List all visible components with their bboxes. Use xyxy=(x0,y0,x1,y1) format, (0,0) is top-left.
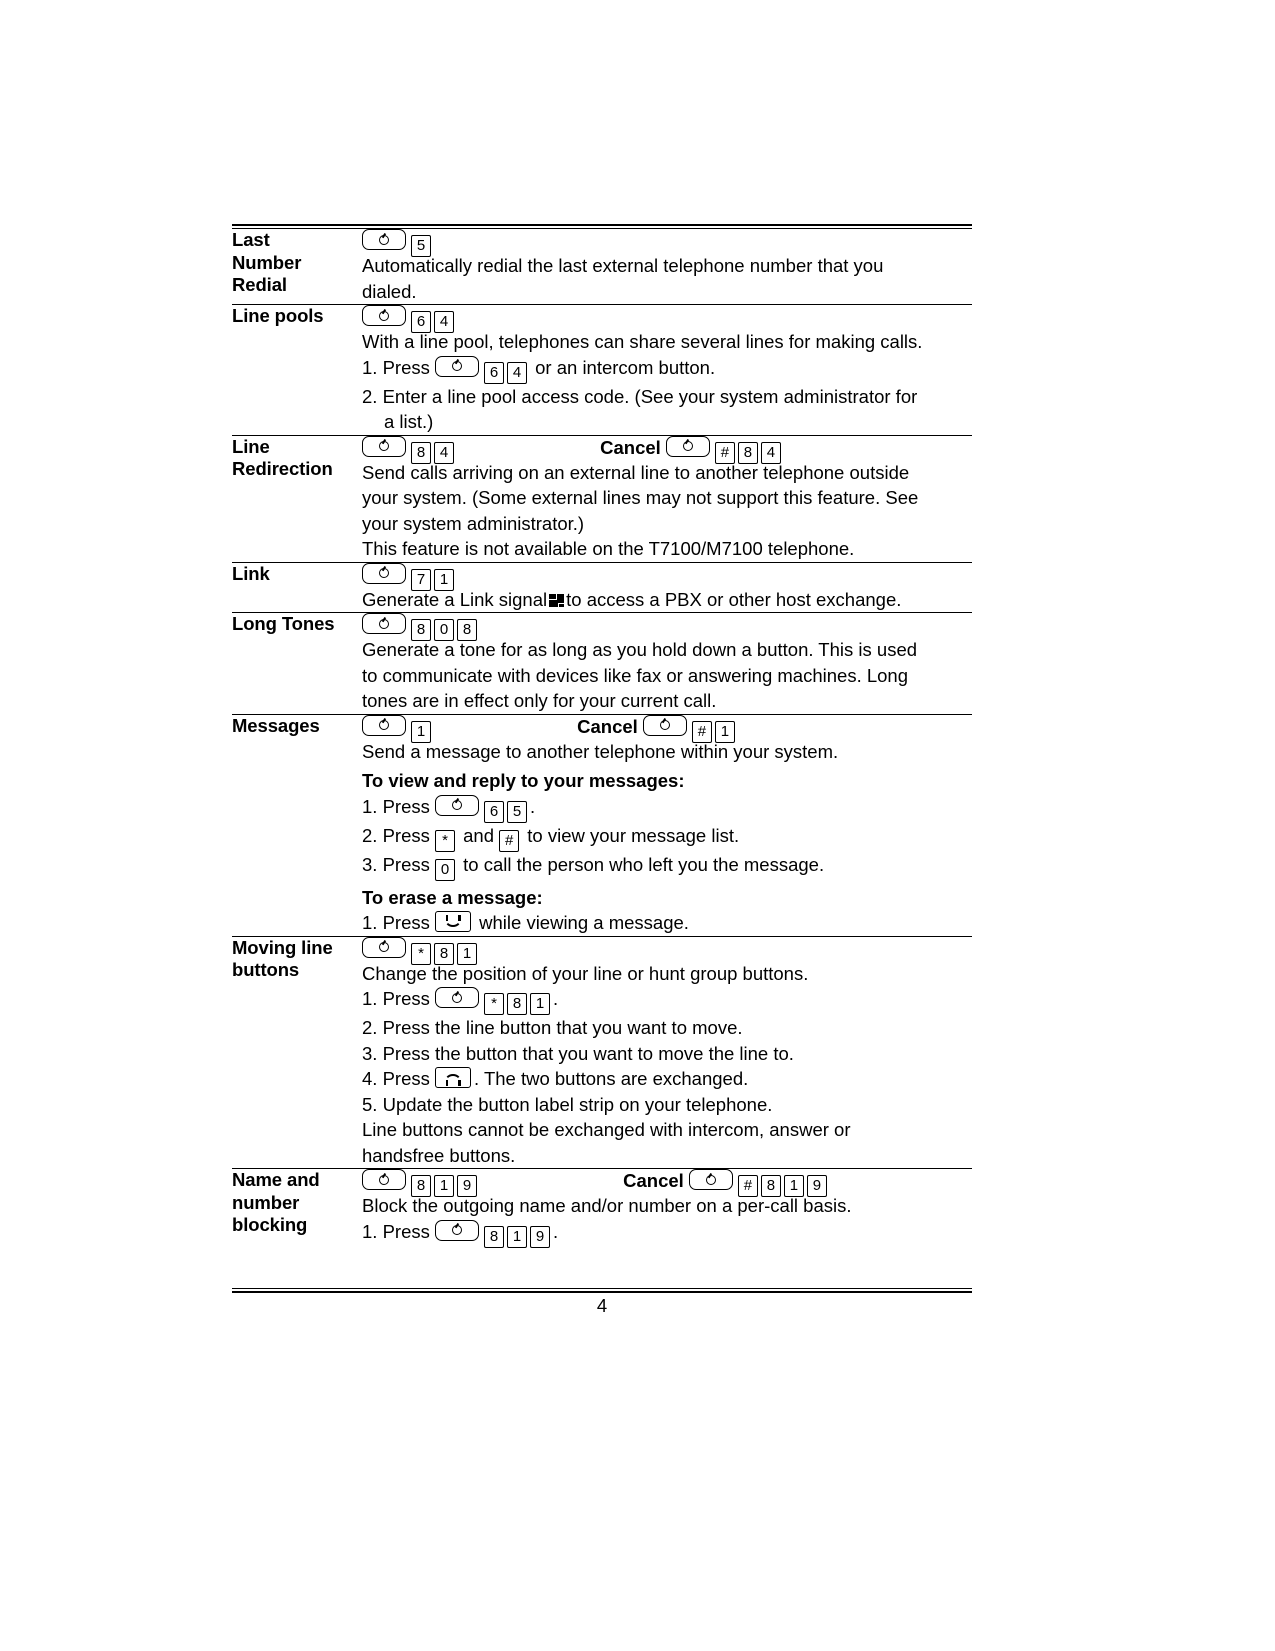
digit-key: 0 xyxy=(434,619,454,641)
feature-body-name-and-number-blocking xyxy=(362,1169,972,1248)
step-number: 3. xyxy=(362,1042,378,1064)
feature-name-line: Line xyxy=(232,435,270,457)
digit-key: 6 xyxy=(484,801,504,823)
step-text-mid: and xyxy=(463,824,495,846)
feature-description-line: Automatically redial the last external telephone number that you xyxy=(362,255,884,276)
step-text-tail: to view your message list. xyxy=(527,824,740,846)
digit-key: 1 xyxy=(784,1175,804,1197)
feature-step xyxy=(362,910,972,936)
digit-key: 8 xyxy=(507,993,527,1015)
digit-key: 5 xyxy=(411,235,431,257)
feature-name-name-and-number-blocking xyxy=(232,1169,362,1248)
feature-name-line: Long Tones xyxy=(232,613,335,634)
key-sequence xyxy=(362,937,972,961)
step-text: 4. Press xyxy=(362,1068,430,1089)
step-text: 2. Press xyxy=(362,824,430,846)
star-key: * xyxy=(411,943,431,965)
feature-name-line: Messages xyxy=(232,714,320,736)
feature-subheading: To view and reply to your messages: xyxy=(362,770,685,791)
feature-name-line: Line pools xyxy=(232,305,324,326)
table-row-long-tones xyxy=(232,613,972,715)
feature-name-line: number xyxy=(232,1191,300,1213)
feature-body-link xyxy=(362,562,972,613)
step-text: 1. Press xyxy=(362,1220,430,1242)
key-sequence xyxy=(362,305,972,329)
feature-description-line: to communicate with devices like fax or answering machines. Long xyxy=(362,664,909,686)
feature-name-line: Link xyxy=(232,562,270,584)
table-row-line-redirection xyxy=(232,435,972,562)
feature-key-icon xyxy=(643,715,687,736)
table-row-moving-line-buttons xyxy=(232,936,972,1169)
feature-name-line: Redirection xyxy=(232,458,333,479)
feature-description-line: tones are in effect only for your current call. xyxy=(362,690,717,711)
feature-key-icon xyxy=(362,937,406,958)
key-sequence xyxy=(362,436,972,460)
digit-key: 1 xyxy=(507,1226,527,1248)
step-text: 1. Press xyxy=(362,795,430,817)
feature-step xyxy=(362,986,972,1015)
digit-key: 1 xyxy=(434,569,454,591)
feature-description-line: handsfree buttons. xyxy=(362,1144,516,1166)
star-key: * xyxy=(484,993,504,1015)
digit-key: 4 xyxy=(434,311,454,333)
feature-description-line: Block the outgoing name and/or number on a per-call basis. xyxy=(362,1195,852,1216)
feature-description-line: Change the position of your line or hunt group buttons. xyxy=(362,962,809,984)
digit-key: 0 xyxy=(435,859,455,881)
cancel-label: Cancel xyxy=(600,436,661,458)
feature-name-line: Last xyxy=(232,229,270,250)
feature-step xyxy=(362,1066,972,1092)
feature-name-line: Name and xyxy=(232,1169,320,1190)
hash-key: # xyxy=(692,721,712,743)
step-text: 1. Press xyxy=(362,356,430,378)
feature-name-line: buttons xyxy=(232,959,300,980)
feature-key-icon xyxy=(362,229,406,250)
release-key-icon xyxy=(435,1067,471,1088)
feature-step xyxy=(362,1092,972,1118)
key-sequence xyxy=(362,1169,972,1193)
digit-key: 8 xyxy=(411,619,431,641)
digit-key: 8 xyxy=(738,442,758,464)
key-sequence xyxy=(362,229,972,253)
key-sequence xyxy=(362,563,972,587)
digit-key: 7 xyxy=(411,569,431,591)
feature-body-line-redirection xyxy=(362,435,972,562)
step-text: 1. Press xyxy=(362,988,430,1009)
feature-key-icon xyxy=(362,305,406,326)
step-text: 1. Press xyxy=(362,912,430,933)
feature-description-line: Generate a tone for as long as you hold down a button. This is used xyxy=(362,639,918,660)
feature-subheading: To erase a message: xyxy=(362,886,543,908)
feature-name-line: Moving line xyxy=(232,936,333,958)
digit-key: 8 xyxy=(434,943,454,965)
table-row-messages xyxy=(232,714,972,936)
page-number: 4 xyxy=(596,1295,608,1316)
feature-name-moving-line-buttons xyxy=(232,936,362,1169)
hash-key: # xyxy=(738,1175,758,1197)
feature-name-line-pools xyxy=(232,305,362,436)
feature-name-last-number-redial xyxy=(232,229,362,305)
step-text-tail: . The two buttons are exchanged. xyxy=(474,1068,749,1089)
step-number: 2. xyxy=(362,385,378,407)
feature-step xyxy=(362,355,972,384)
digit-key: 1 xyxy=(411,721,431,743)
digit-key: 8 xyxy=(761,1175,781,1197)
page-bottom-rule xyxy=(232,1288,972,1293)
step-text: Press the line button that you want to move. xyxy=(382,1017,743,1038)
step-text: 3. Press xyxy=(362,853,430,875)
step-text: Update the button label strip on your telephone. xyxy=(382,1093,773,1115)
feature-step-continuation: a list.) xyxy=(384,411,434,432)
feature-step xyxy=(362,823,972,852)
feature-key-icon xyxy=(435,795,479,816)
key-sequence xyxy=(362,715,972,739)
feature-body-messages xyxy=(362,714,972,936)
feature-step xyxy=(362,852,972,881)
digit-key: 1 xyxy=(715,721,735,743)
feature-description-line: Send a message to another telephone within your system. xyxy=(362,740,839,762)
feature-name-long-tones xyxy=(232,613,362,715)
digit-key: 4 xyxy=(507,362,527,384)
feature-step xyxy=(362,384,972,410)
feature-name-line: Redial xyxy=(232,274,287,295)
feature-name-link xyxy=(232,562,362,613)
feature-name-line: Number xyxy=(232,251,302,273)
feature-step xyxy=(362,1219,972,1248)
step-text-tail: . xyxy=(553,988,559,1009)
digit-key: 9 xyxy=(457,1175,477,1197)
feature-key-icon xyxy=(435,1220,479,1241)
feature-description-line xyxy=(362,587,972,613)
digit-key: 8 xyxy=(411,442,431,464)
digit-key: 1 xyxy=(434,1175,454,1197)
table-row-last-number-redial xyxy=(232,229,972,305)
link-signal-icon xyxy=(549,594,564,607)
feature-body-moving-line-buttons xyxy=(362,936,972,1169)
feature-step xyxy=(362,794,972,823)
feature-description-line: your system administrator.) xyxy=(362,512,585,534)
feature-key-icon xyxy=(689,1169,733,1190)
digit-key: 6 xyxy=(411,311,431,333)
feature-step xyxy=(362,1041,972,1067)
feature-key-icon xyxy=(435,356,479,377)
feature-description-line: your system. (Some external lines may not support this feature. See xyxy=(362,487,919,508)
step-text: Press the button that you want to move the line to. xyxy=(382,1042,794,1064)
feature-name-line-redirection xyxy=(232,435,362,562)
step-number: 2. xyxy=(362,1017,378,1038)
hold-key-icon xyxy=(435,911,471,932)
step-text: Enter a line pool access code. (See your system administrator for xyxy=(382,385,918,407)
digit-key: 6 xyxy=(484,362,504,384)
feature-table-body xyxy=(232,229,972,1248)
feature-description-line: Line buttons cannot be exchanged with intercom, answer or xyxy=(362,1119,851,1140)
cancel-label: Cancel xyxy=(577,715,638,737)
step-text-tail: . xyxy=(530,795,536,817)
feature-key-icon xyxy=(362,613,406,634)
feature-description-line: dialed. xyxy=(362,280,417,302)
step-text-tail: while viewing a message. xyxy=(479,912,689,933)
feature-body-long-tones xyxy=(362,613,972,715)
digit-key: 4 xyxy=(761,442,781,464)
feature-body-last-number-redial xyxy=(362,229,972,305)
digit-key: 8 xyxy=(484,1226,504,1248)
digit-key: 1 xyxy=(530,993,550,1015)
feature-description-line: With a line pool, telephones can share several lines for making calls. xyxy=(362,331,923,352)
feature-key-icon xyxy=(362,715,406,736)
step-text-tail: or an intercom button. xyxy=(535,356,716,378)
feature-key-icon xyxy=(435,987,479,1008)
table-row-link xyxy=(232,562,972,613)
document-page xyxy=(232,0,972,1248)
digit-key: 4 xyxy=(434,442,454,464)
feature-table xyxy=(232,229,972,1248)
table-row-name-and-number-blocking xyxy=(232,1169,972,1248)
digit-key: 1 xyxy=(457,943,477,965)
step-text-tail: . xyxy=(553,1220,559,1242)
feature-description-line: Send calls arriving on an external line to another telephone outside xyxy=(362,461,910,483)
feature-key-icon xyxy=(666,436,710,457)
feature-key-icon xyxy=(362,1169,406,1190)
digit-key: 5 xyxy=(507,801,527,823)
step-text-tail: to call the person who left you the message. xyxy=(463,853,825,875)
feature-key-icon xyxy=(362,436,406,457)
digit-key: 9 xyxy=(807,1175,827,1197)
feature-key-icon xyxy=(362,563,406,584)
digit-key: 8 xyxy=(457,619,477,641)
step-number: 5. xyxy=(362,1093,378,1115)
digit-key: 9 xyxy=(530,1226,550,1248)
feature-name-line: blocking xyxy=(232,1214,308,1235)
link-line-prefix: Generate a Link signal xyxy=(362,588,548,610)
hash-key: # xyxy=(499,830,519,852)
cancel-label: Cancel xyxy=(623,1170,684,1191)
feature-description-line: This feature is not available on the T7100/M7100 telephone. xyxy=(362,538,855,559)
star-key: * xyxy=(435,830,455,852)
key-sequence xyxy=(362,613,972,637)
feature-name-messages xyxy=(232,714,362,936)
hash-key: # xyxy=(715,442,735,464)
link-line-suffix: to access a PBX or other host exchange. xyxy=(566,588,902,610)
feature-step xyxy=(362,1015,972,1041)
digit-key: 8 xyxy=(411,1175,431,1197)
table-row-line-pools xyxy=(232,305,972,436)
feature-body-line-pools xyxy=(362,305,972,436)
